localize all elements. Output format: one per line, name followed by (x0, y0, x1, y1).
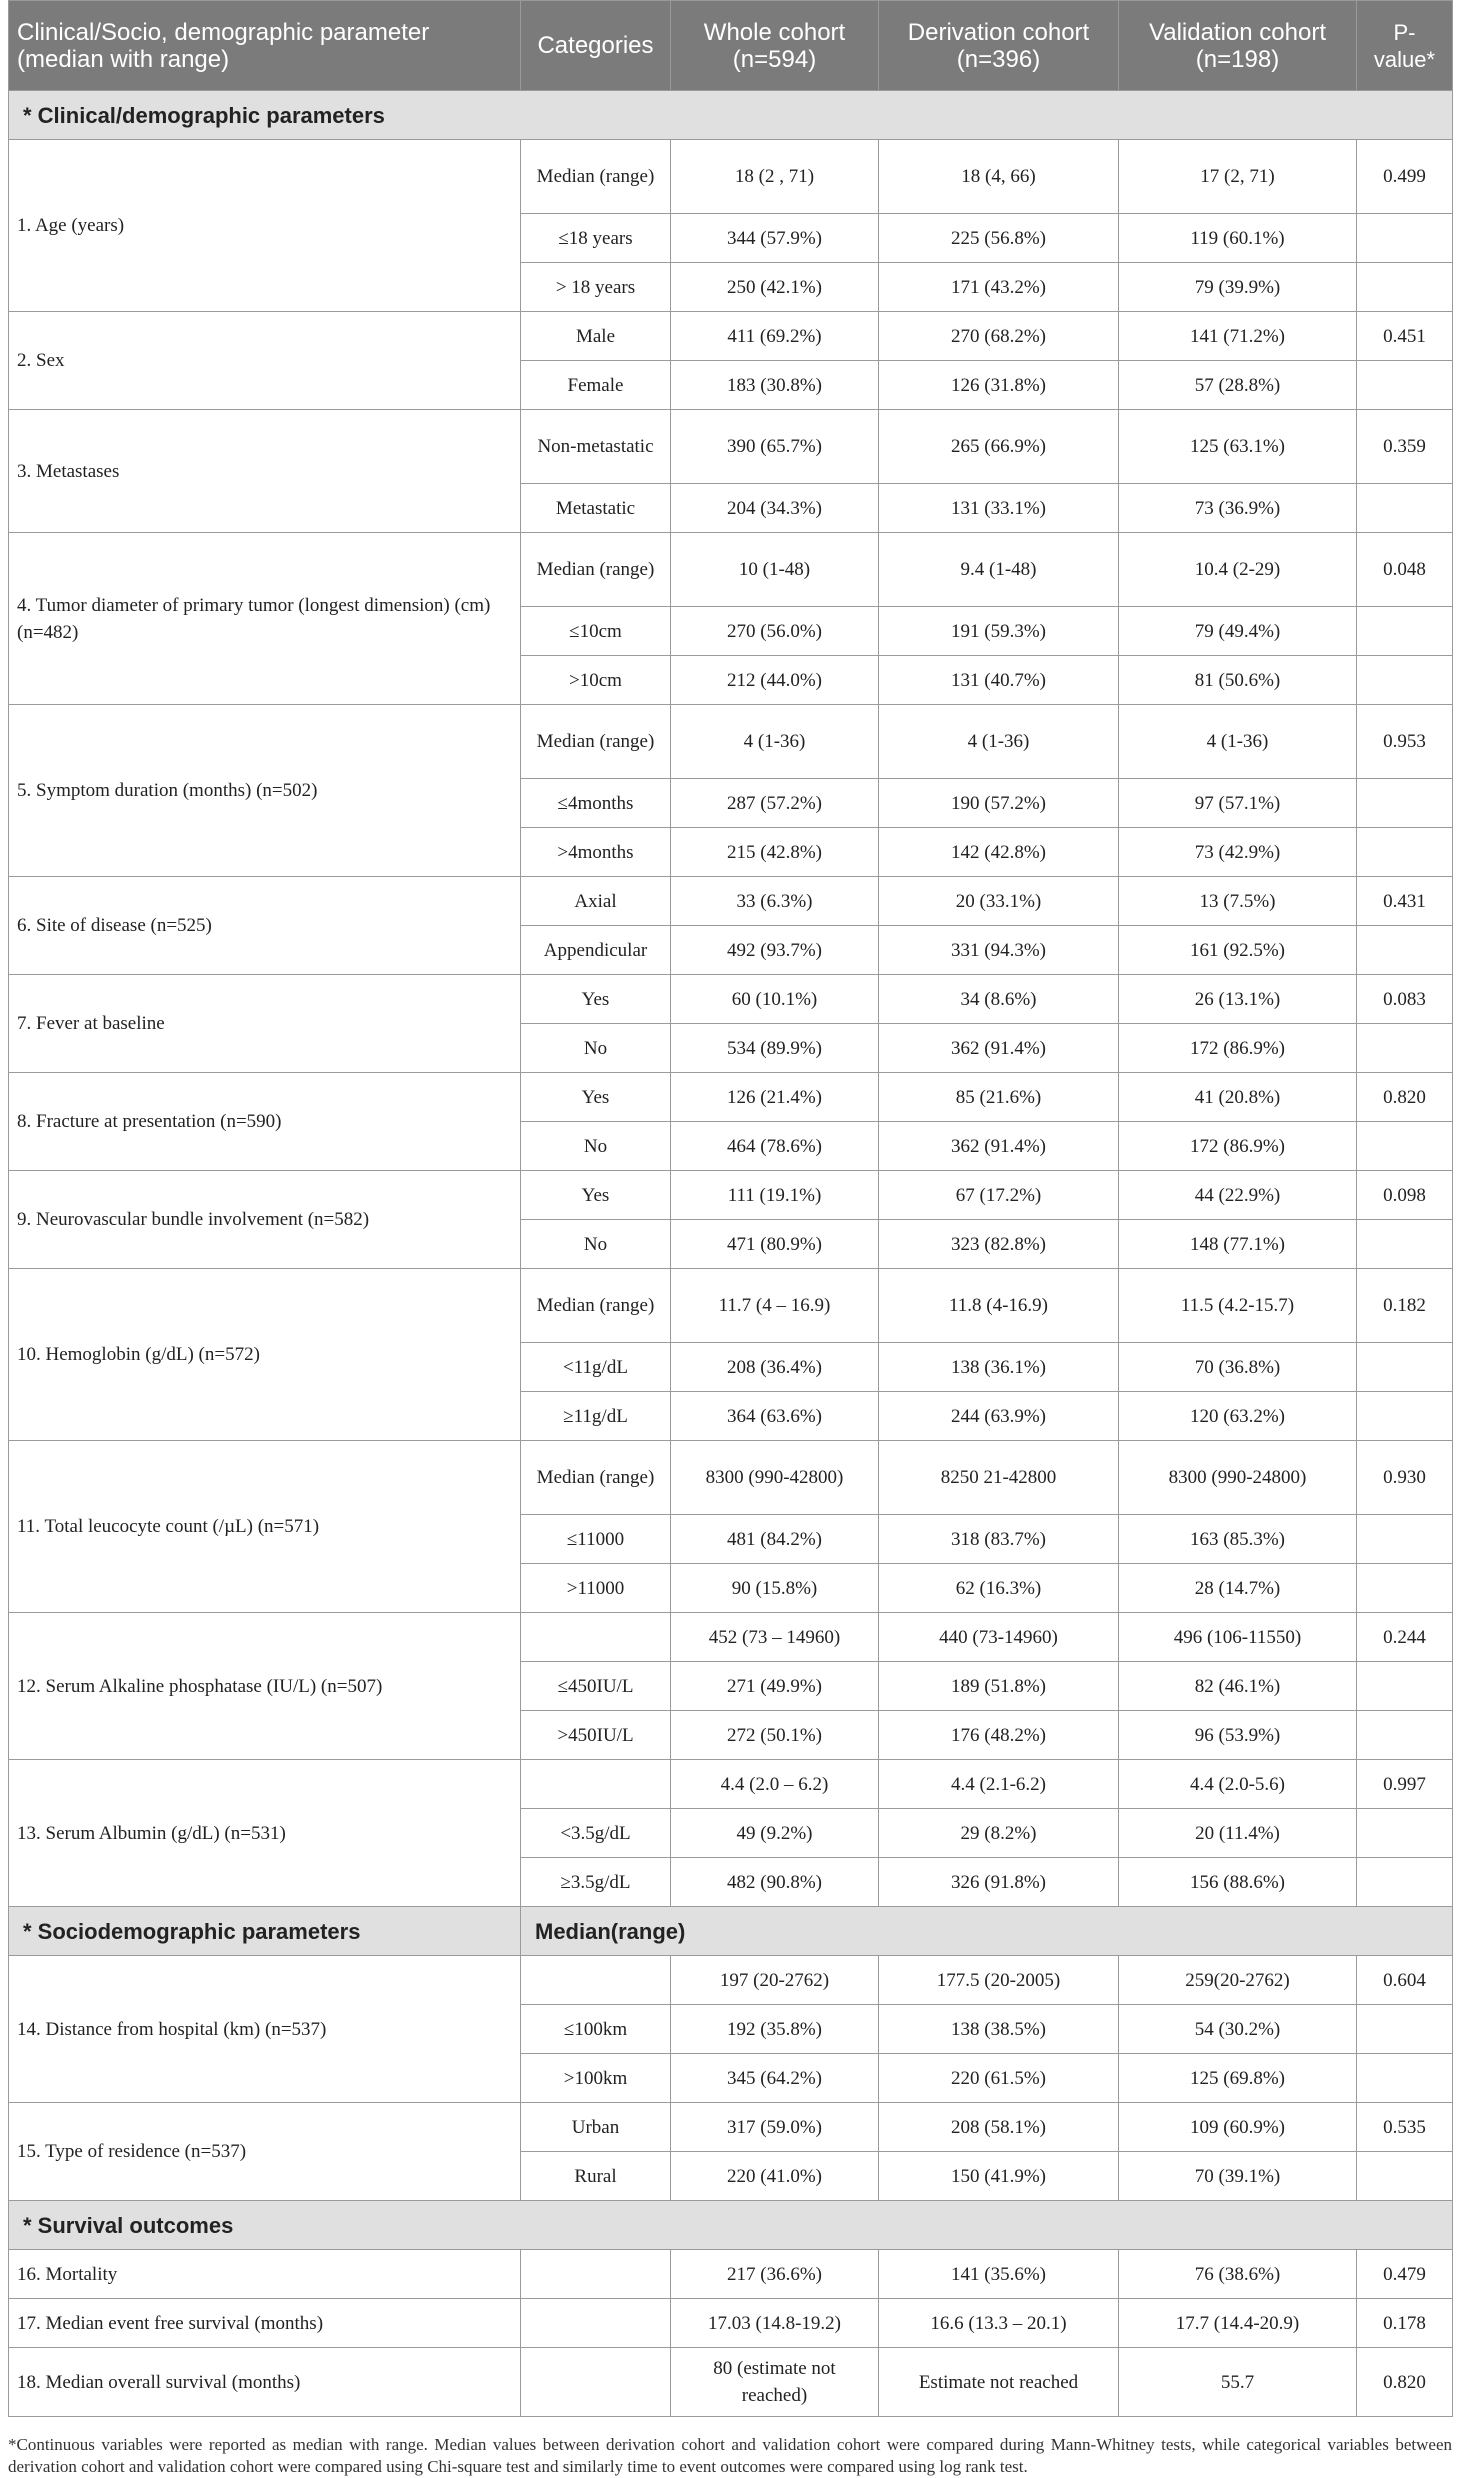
category-cell: Metastatic (521, 484, 671, 533)
whole-cell: 345 (64.2%) (671, 2054, 879, 2103)
category-cell: >4months (521, 828, 671, 877)
validation-cell: 259(20-2762) (1119, 1956, 1357, 2005)
derivation-cell: 225 (56.8%) (879, 214, 1119, 263)
p-value-cell (1357, 1122, 1453, 1171)
derivation-cell: 67 (17.2%) (879, 1171, 1119, 1220)
category-cell: Axial (521, 877, 671, 926)
p-value-cell: 0.431 (1357, 877, 1453, 926)
validation-cell: 161 (92.5%) (1119, 926, 1357, 975)
derivation-cell: 126 (31.8%) (879, 361, 1119, 410)
param-label: 18. Median overall survival (months) (9, 2348, 521, 2417)
p-value-cell: 0.499 (1357, 140, 1453, 214)
derivation-cell: 189 (51.8%) (879, 1662, 1119, 1711)
category-cell: ≤10cm (521, 607, 671, 656)
category-cell (521, 2299, 671, 2348)
header-whole-cohort: Whole cohort (n=594) (671, 1, 879, 91)
derivation-cell: 440 (73-14960) (879, 1613, 1119, 1662)
p-value-cell (1357, 1220, 1453, 1269)
category-cell (521, 1613, 671, 1662)
category-cell: Female (521, 361, 671, 410)
section-title: * Sociodemographic parameters (9, 1907, 521, 1956)
derivation-cell: 138 (36.1%) (879, 1343, 1119, 1392)
p-value-cell: 0.479 (1357, 2250, 1453, 2299)
category-cell: ≥11g/dL (521, 1392, 671, 1441)
derivation-cell: 326 (91.8%) (879, 1858, 1119, 1907)
p-value-cell (1357, 214, 1453, 263)
category-cell: >11000 (521, 1564, 671, 1613)
p-value-cell: 0.083 (1357, 975, 1453, 1024)
derivation-cell: 18 (4, 66) (879, 140, 1119, 214)
whole-cell: 270 (56.0%) (671, 607, 879, 656)
category-cell: Median (range) (521, 140, 671, 214)
param-label: 8. Fracture at presentation (n=590) (9, 1073, 521, 1171)
p-value-cell (1357, 2152, 1453, 2201)
p-value-cell: 0.930 (1357, 1441, 1453, 1515)
p-value-cell: 0.535 (1357, 2103, 1453, 2152)
table-row (9, 140, 1453, 214)
derivation-cell: 331 (94.3%) (879, 926, 1119, 975)
validation-cell: 125 (69.8%) (1119, 2054, 1357, 2103)
table-row (9, 1441, 1453, 1515)
derivation-cell: 9.4 (1-48) (879, 533, 1119, 607)
derivation-cell: 4 (1-36) (879, 705, 1119, 779)
category-cell (521, 2348, 671, 2417)
category-cell: Non-metastatic (521, 410, 671, 484)
table-row (9, 877, 1453, 926)
validation-cell: 70 (39.1%) (1119, 2152, 1357, 2201)
whole-cell: 208 (36.4%) (671, 1343, 879, 1392)
p-value-cell: 0.048 (1357, 533, 1453, 607)
p-value-cell (1357, 2005, 1453, 2054)
category-cell: No (521, 1024, 671, 1073)
whole-cell: 390 (65.7%) (671, 410, 879, 484)
validation-cell: 73 (42.9%) (1119, 828, 1357, 877)
header-categories: Categories (521, 1, 671, 91)
validation-cell: 148 (77.1%) (1119, 1220, 1357, 1269)
validation-cell: 26 (13.1%) (1119, 975, 1357, 1024)
derivation-cell: 362 (91.4%) (879, 1024, 1119, 1073)
section-survival (9, 2201, 1453, 2250)
table-row (9, 533, 1453, 607)
param-label: 1. Age (years) (9, 140, 521, 312)
whole-cell: 250 (42.1%) (671, 263, 879, 312)
category-cell: >10cm (521, 656, 671, 705)
whole-cell: 90 (15.8%) (671, 1564, 879, 1613)
whole-cell: 344 (57.9%) (671, 214, 879, 263)
derivation-cell: 11.8 (4-16.9) (879, 1269, 1119, 1343)
p-value-cell (1357, 1662, 1453, 1711)
p-value-cell (1357, 2054, 1453, 2103)
derivation-cell: 323 (82.8%) (879, 1220, 1119, 1269)
param-label: 11. Total leucocyte count (/µL) (n=571) (9, 1441, 521, 1613)
validation-cell: 119 (60.1%) (1119, 214, 1357, 263)
p-value-cell (1357, 484, 1453, 533)
p-value-cell: 0.451 (1357, 312, 1453, 361)
category-cell: Appendicular (521, 926, 671, 975)
validation-cell: 82 (46.1%) (1119, 1662, 1357, 1711)
derivation-cell: 318 (83.7%) (879, 1515, 1119, 1564)
derivation-cell: 4.4 (2.1-6.2) (879, 1760, 1119, 1809)
derivation-cell: 244 (63.9%) (879, 1392, 1119, 1441)
validation-cell: 57 (28.8%) (1119, 361, 1357, 410)
p-value-cell: 0.098 (1357, 1171, 1453, 1220)
category-cell: <11g/dL (521, 1343, 671, 1392)
validation-cell: 496 (106-11550) (1119, 1613, 1357, 1662)
p-value-cell (1357, 607, 1453, 656)
table-row (9, 1073, 1453, 1122)
derivation-cell: 177.5 (20-2005) (879, 1956, 1119, 2005)
p-value-cell: 0.244 (1357, 1613, 1453, 1662)
param-label: 9. Neurovascular bundle involvement (n=582) (9, 1171, 521, 1269)
validation-cell: 17.7 (14.4-20.9) (1119, 2299, 1357, 2348)
p-value-cell: 0.359 (1357, 410, 1453, 484)
category-cell: Rural (521, 2152, 671, 2201)
validation-cell: 17 (2, 71) (1119, 140, 1357, 214)
category-cell: Male (521, 312, 671, 361)
category-cell: ≤4months (521, 779, 671, 828)
validation-cell: 79 (39.9%) (1119, 263, 1357, 312)
validation-cell: 70 (36.8%) (1119, 1343, 1357, 1392)
table-row (9, 312, 1453, 361)
table-row (9, 1956, 1453, 2005)
cohort-characteristics-table (8, 0, 1453, 2417)
category-cell (521, 2250, 671, 2299)
param-label: 17. Median event free survival (months) (9, 2299, 521, 2348)
table-row (9, 2103, 1453, 2152)
p-value-cell (1357, 263, 1453, 312)
p-value-cell (1357, 1024, 1453, 1073)
category-cell: No (521, 1122, 671, 1171)
header-derivation-cohort: Derivation cohort (n=396) (879, 1, 1119, 91)
whole-cell: 287 (57.2%) (671, 779, 879, 828)
whole-cell: 212 (44.0%) (671, 656, 879, 705)
derivation-cell: 208 (58.1%) (879, 2103, 1119, 2152)
validation-cell: 96 (53.9%) (1119, 1711, 1357, 1760)
category-cell: Median (range) (521, 1269, 671, 1343)
category-cell: Median (range) (521, 533, 671, 607)
whole-cell: 482 (90.8%) (671, 1858, 879, 1907)
derivation-cell: Estimate not reached (879, 2348, 1119, 2417)
p-value-cell (1357, 361, 1453, 410)
derivation-cell: 190 (57.2%) (879, 779, 1119, 828)
param-label: 14. Distance from hospital (km) (n=537) (9, 1956, 521, 2103)
table-row (9, 1613, 1453, 1662)
whole-cell: 217 (36.6%) (671, 2250, 879, 2299)
validation-cell: 55.7 (1119, 2348, 1357, 2417)
p-value-cell (1357, 779, 1453, 828)
validation-cell: 13 (7.5%) (1119, 877, 1357, 926)
derivation-cell: 8250 21-42800 (879, 1441, 1119, 1515)
header-parameter: Clinical/Socio, demographic parameter (median with range) (9, 1, 521, 91)
category-cell: Yes (521, 975, 671, 1024)
derivation-cell: 34 (8.6%) (879, 975, 1119, 1024)
param-label: 12. Serum Alkaline phosphatase (IU/L) (n=507) (9, 1613, 521, 1760)
derivation-cell: 85 (21.6%) (879, 1073, 1119, 1122)
table-row (9, 705, 1453, 779)
whole-cell: 8300 (990-42800) (671, 1441, 879, 1515)
validation-cell: 4 (1-36) (1119, 705, 1357, 779)
whole-cell: 481 (84.2%) (671, 1515, 879, 1564)
table-row (9, 410, 1453, 484)
derivation-cell: 265 (66.9%) (879, 410, 1119, 484)
category-cell: Yes (521, 1073, 671, 1122)
validation-cell: 44 (22.9%) (1119, 1171, 1357, 1220)
category-cell (521, 1760, 671, 1809)
category-cell: Yes (521, 1171, 671, 1220)
p-value-cell (1357, 926, 1453, 975)
whole-cell: 192 (35.8%) (671, 2005, 879, 2054)
whole-cell: 215 (42.8%) (671, 828, 879, 877)
validation-cell: 54 (30.2%) (1119, 2005, 1357, 2054)
category-cell: No (521, 1220, 671, 1269)
derivation-cell: 220 (61.5%) (879, 2054, 1119, 2103)
category-cell: >450IU/L (521, 1711, 671, 1760)
category-cell: <3.5g/dL (521, 1809, 671, 1858)
header-p-value: P-value* (1357, 1, 1453, 91)
derivation-cell: 131 (33.1%) (879, 484, 1119, 533)
table-row (9, 1269, 1453, 1343)
param-label: 13. Serum Albumin (g/dL) (n=531) (9, 1760, 521, 1907)
whole-cell: 4 (1-36) (671, 705, 879, 779)
table-footnote: *Continuous variables were reported as median with range. Median values between derivation cohort and validation cohort were compared during Mann-Whitney tests, while categorical variables between derivation cohort and validation cohort were compared using Chi-square test and similarly time to event outcomes were compared using log rank test. (8, 2435, 1452, 2476)
table-row (9, 2348, 1453, 2417)
p-value-cell (1357, 1858, 1453, 1907)
category-cell (521, 1956, 671, 2005)
whole-cell: 197 (20-2762) (671, 1956, 879, 2005)
validation-cell: 4.4 (2.0-5.6) (1119, 1760, 1357, 1809)
validation-cell: 10.4 (2-29) (1119, 533, 1357, 607)
category-cell: Median (range) (521, 1441, 671, 1515)
whole-cell: 364 (63.6%) (671, 1392, 879, 1441)
derivation-cell: 191 (59.3%) (879, 607, 1119, 656)
derivation-cell: 141 (35.6%) (879, 2250, 1119, 2299)
section-title: * Survival outcomes (9, 2201, 1453, 2250)
validation-cell: 41 (20.8%) (1119, 1073, 1357, 1122)
table-row (9, 2250, 1453, 2299)
whole-cell: 452 (73 – 14960) (671, 1613, 879, 1662)
validation-cell: 76 (38.6%) (1119, 2250, 1357, 2299)
whole-cell: 411 (69.2%) (671, 312, 879, 361)
category-cell: Median (range) (521, 705, 671, 779)
p-value-cell (1357, 1711, 1453, 1760)
p-value-cell: 0.820 (1357, 2348, 1453, 2417)
derivation-cell: 362 (91.4%) (879, 1122, 1119, 1171)
category-cell: ≤450IU/L (521, 1662, 671, 1711)
p-value-cell (1357, 1515, 1453, 1564)
derivation-cell: 16.6 (13.3 – 20.1) (879, 2299, 1119, 2348)
param-label: 15. Type of residence (n=537) (9, 2103, 521, 2201)
p-value-cell (1357, 828, 1453, 877)
param-label: 10. Hemoglobin (g/dL) (n=572) (9, 1269, 521, 1441)
table-row (9, 1171, 1453, 1220)
whole-cell: 183 (30.8%) (671, 361, 879, 410)
category-cell: ≥3.5g/dL (521, 1858, 671, 1907)
validation-cell: 125 (63.1%) (1119, 410, 1357, 484)
derivation-cell: 131 (40.7%) (879, 656, 1119, 705)
p-value-cell: 0.604 (1357, 1956, 1453, 2005)
section-sociodemographic (9, 1907, 1453, 1956)
category-cell: > 18 years (521, 263, 671, 312)
derivation-cell: 142 (42.8%) (879, 828, 1119, 877)
whole-cell: 4.4 (2.0 – 6.2) (671, 1760, 879, 1809)
p-value-cell: 0.997 (1357, 1760, 1453, 1809)
p-value-cell (1357, 1343, 1453, 1392)
whole-cell: 49 (9.2%) (671, 1809, 879, 1858)
section-title: * Clinical/demographic parameters (9, 91, 1453, 140)
category-cell: >100km (521, 2054, 671, 2103)
param-label: 5. Symptom duration (months) (n=502) (9, 705, 521, 877)
whole-cell: 111 (19.1%) (671, 1171, 879, 1220)
derivation-cell: 150 (41.9%) (879, 2152, 1119, 2201)
derivation-cell: 29 (8.2%) (879, 1809, 1119, 1858)
validation-cell: 81 (50.6%) (1119, 656, 1357, 705)
validation-cell: 141 (71.2%) (1119, 312, 1357, 361)
derivation-cell: 20 (33.1%) (879, 877, 1119, 926)
p-value-cell (1357, 1564, 1453, 1613)
derivation-cell: 270 (68.2%) (879, 312, 1119, 361)
validation-cell: 172 (86.9%) (1119, 1122, 1357, 1171)
whole-cell: 272 (50.1%) (671, 1711, 879, 1760)
validation-cell: 172 (86.9%) (1119, 1024, 1357, 1073)
whole-cell: 492 (93.7%) (671, 926, 879, 975)
validation-cell: 11.5 (4.2-15.7) (1119, 1269, 1357, 1343)
table-row (9, 2299, 1453, 2348)
whole-cell: 126 (21.4%) (671, 1073, 879, 1122)
whole-cell: 33 (6.3%) (671, 877, 879, 926)
p-value-cell (1357, 1392, 1453, 1441)
whole-cell: 60 (10.1%) (671, 975, 879, 1024)
derivation-cell: 171 (43.2%) (879, 263, 1119, 312)
category-cell: ≤100km (521, 2005, 671, 2054)
param-label: 16. Mortality (9, 2250, 521, 2299)
param-label: 4. Tumor diameter of primary tumor (longest dimension) (cm) (n=482) (9, 533, 521, 705)
p-value-cell: 0.182 (1357, 1269, 1453, 1343)
whole-cell: 17.03 (14.8-19.2) (671, 2299, 879, 2348)
p-value-cell: 0.178 (1357, 2299, 1453, 2348)
validation-cell: 79 (49.4%) (1119, 607, 1357, 656)
derivation-cell: 176 (48.2%) (879, 1711, 1119, 1760)
validation-cell: 120 (63.2%) (1119, 1392, 1357, 1441)
whole-cell: 317 (59.0%) (671, 2103, 879, 2152)
validation-cell: 97 (57.1%) (1119, 779, 1357, 828)
whole-cell: 80 (estimate not reached) (671, 2348, 879, 2417)
table-row (9, 975, 1453, 1024)
category-cell: ≤11000 (521, 1515, 671, 1564)
validation-cell: 156 (88.6%) (1119, 1858, 1357, 1907)
section-clinical (9, 91, 1453, 140)
table-container (8, 0, 1452, 2417)
section-subheader: Median(range) (521, 1907, 1453, 1956)
param-label: 2. Sex (9, 312, 521, 410)
whole-cell: 534 (89.9%) (671, 1024, 879, 1073)
param-label: 3. Metastases (9, 410, 521, 533)
p-value-cell (1357, 1809, 1453, 1858)
validation-cell: 28 (14.7%) (1119, 1564, 1357, 1613)
derivation-cell: 138 (38.5%) (879, 2005, 1119, 2054)
category-cell: Urban (521, 2103, 671, 2152)
p-value-cell: 0.820 (1357, 1073, 1453, 1122)
p-value-cell: 0.953 (1357, 705, 1453, 779)
whole-cell: 471 (80.9%) (671, 1220, 879, 1269)
whole-cell: 11.7 (4 – 16.9) (671, 1269, 879, 1343)
p-value-cell (1357, 656, 1453, 705)
category-cell: ≤18 years (521, 214, 671, 263)
validation-cell: 163 (85.3%) (1119, 1515, 1357, 1564)
validation-cell: 20 (11.4%) (1119, 1809, 1357, 1858)
table-row (9, 1760, 1453, 1809)
header-row (9, 1, 1453, 91)
param-label: 7. Fever at baseline (9, 975, 521, 1073)
whole-cell: 204 (34.3%) (671, 484, 879, 533)
whole-cell: 271 (49.9%) (671, 1662, 879, 1711)
whole-cell: 18 (2 , 71) (671, 140, 879, 214)
param-label: 6. Site of disease (n=525) (9, 877, 521, 975)
whole-cell: 464 (78.6%) (671, 1122, 879, 1171)
validation-cell: 73 (36.9%) (1119, 484, 1357, 533)
whole-cell: 220 (41.0%) (671, 2152, 879, 2201)
validation-cell: 109 (60.9%) (1119, 2103, 1357, 2152)
validation-cell: 8300 (990-24800) (1119, 1441, 1357, 1515)
derivation-cell: 62 (16.3%) (879, 1564, 1119, 1613)
whole-cell: 10 (1-48) (671, 533, 879, 607)
header-validation-cohort: Validation cohort (n=198) (1119, 1, 1357, 91)
